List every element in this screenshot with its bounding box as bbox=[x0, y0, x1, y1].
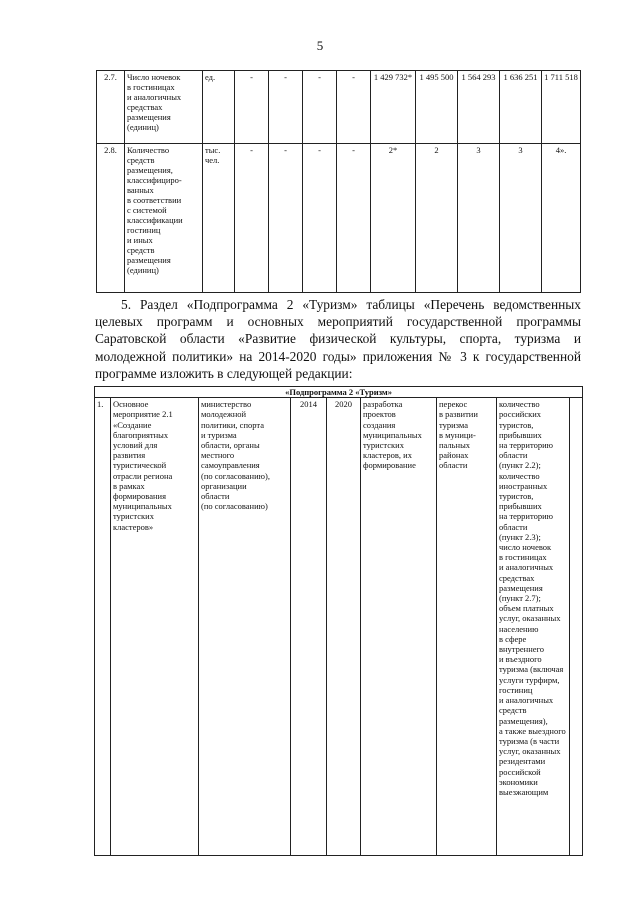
indicator-name: Количество средств размещения, классифициро- ванных в соответствии с системой классификации гостиниц и иных средств размещения (единиц) bbox=[125, 144, 203, 293]
table-row bbox=[97, 71, 581, 144]
body-paragraph: 5. Раздел «Подпрограмма 2 «Туризм» таблицы «Перечень ведомственных целевых программ и основных мероприятий государственной программы Саратовской области «Развитие физической культуры, спорта, туризма и молодежной политики» на 2014-2020 годы» приложения № 3 к государственной программе изложить в следующей редакции: bbox=[95, 297, 581, 381]
unit: ед. bbox=[203, 71, 235, 144]
row-number: 2.7. bbox=[97, 71, 125, 144]
value-cell: 2 bbox=[416, 144, 458, 293]
measure-name: Основное мероприятие 2.1 «Создание благоприятных условий для развития туристической отрасли региона в рамках формирования муниципальных туристских кластеров» bbox=[111, 398, 199, 856]
value-cell: 1 429 732* bbox=[371, 71, 416, 144]
value-cell: 3 bbox=[500, 144, 542, 293]
value-cell: 1 636 251 bbox=[500, 71, 542, 144]
page-number: 5 bbox=[316, 38, 324, 53]
table-row bbox=[97, 144, 581, 293]
value-cell: 4». bbox=[542, 144, 581, 293]
subprogram-header: «Подпрограмма 2 «Туризм» bbox=[95, 387, 583, 398]
executor: министерство молодежной политики, спорта и туризма области, органы местного самоуправления (по согласованию), организации области (по согласованию) bbox=[199, 398, 291, 856]
value-cell: - bbox=[235, 71, 269, 144]
end-year: 2020 bbox=[327, 398, 361, 856]
value-cell: 2* bbox=[371, 144, 416, 293]
value-cell: - bbox=[269, 71, 303, 144]
row-number: 2.8. bbox=[97, 144, 125, 293]
indicator-name: Число ночевок в гостиницах и аналогичных средствах размещения (единиц) bbox=[125, 71, 203, 144]
value-cell: - bbox=[337, 71, 371, 144]
value-cell: - bbox=[269, 144, 303, 293]
consequences: перекос в развитии туризма в муници- пальных районах области bbox=[437, 398, 497, 856]
empty-cell bbox=[570, 398, 583, 856]
value-cell: 3 bbox=[458, 144, 500, 293]
start-year: 2014 bbox=[291, 398, 327, 856]
value-cell: - bbox=[337, 144, 371, 293]
indicators-table bbox=[96, 70, 581, 293]
value-cell: 1 564 293 bbox=[458, 71, 500, 144]
unit: тыс. чел. bbox=[203, 144, 235, 293]
related-indicators: количество российских туристов, прибывших на территорию области (пункт 2.2); количество иностранных туристов, прибывших на территорию области (пункт 2.3); число ночевок в гостиницах и аналогичных средствах размещения (пункт 2.7); объем платных услуг, оказанных населению в сфере внутреннего и въездного туризма (включая услуги турфирм, гостиниц и аналогичных средств размещения), а также выездного туризма (в части услуг, оказанных резидентами российской экономики выезжающим bbox=[497, 398, 570, 856]
row-number: 1. bbox=[95, 398, 111, 856]
value-cell: - bbox=[235, 144, 269, 293]
subprogram-table bbox=[94, 386, 583, 856]
value-cell: - bbox=[303, 71, 337, 144]
value-cell: - bbox=[303, 144, 337, 293]
table-row bbox=[95, 398, 583, 856]
value-cell: 1 711 518 bbox=[542, 71, 581, 144]
expected-result: разработка проектов создания муниципальных туристских кластеров, их формирование bbox=[361, 398, 437, 856]
value-cell: 1 495 500 bbox=[416, 71, 458, 144]
